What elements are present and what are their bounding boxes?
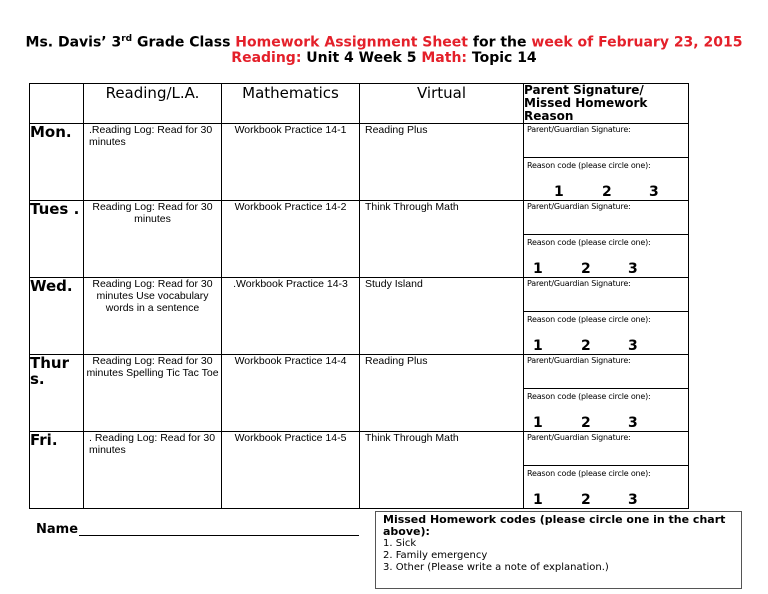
math-cell: Workbook Practice 14-4 [222,355,360,432]
codes-title: Missed Homework codes (please circle one in the chart above): [383,513,726,538]
day-header [30,84,84,124]
virtual-cell: Think Through Math [360,432,524,509]
virtual-cell: Reading Plus [360,124,524,201]
reason-code-label: Reason code (please circle one): [527,161,651,170]
reading-value: Unit 4 Week 5 [301,50,422,66]
day-label: Fri. [30,432,84,509]
reason-code-label: Reason code (please circle one): [527,315,651,324]
math-value: Topic 14 [467,50,537,66]
guardian-signature-field[interactable]: Parent/Guardian Signature: [524,201,688,235]
math-cell: Workbook Practice 14-1 [222,124,360,201]
math-cell: Workbook Practice 14-5 [222,432,360,509]
reading-cell: Reading Log: Read for 30 minutes Spelling Tic Tac Toe [84,355,222,432]
guardian-signature-field[interactable]: Parent/Guardian Signature: [524,278,688,312]
math-cell: Workbook Practice 14-2 [222,201,360,278]
code-sick: 1. Sick [383,538,417,549]
reading-cell: Reading Log: Read for 30 minutes [84,201,222,278]
code-family-emergency: 2. Family emergency [383,550,488,561]
reason-option-1[interactable]: 1 [533,492,543,508]
name-line[interactable] [79,522,359,536]
signature-header: Parent Signature/ Missed Homework Reason [524,84,689,124]
signature-cell [524,124,689,201]
name-field[interactable] [36,522,359,537]
reason-option-1[interactable]: 1 [533,415,543,431]
math-cell: .Workbook Practice 14-3 [222,278,360,355]
reading-cell: .Reading Log: Read for 30 minutes [84,124,222,201]
reason-option-3[interactable]: 3 [628,415,638,431]
math-label: Math: [421,50,468,66]
reason-code-label: Reason code (please circle one): [527,238,651,247]
signature-cell [524,355,689,432]
table-row [30,355,689,432]
table-row [30,432,689,509]
reason-option-3[interactable]: 3 [628,261,638,277]
title-sheet-name: Homework Assignment Sheet [235,34,468,51]
signature-cell [524,201,689,278]
sheet-title [0,34,768,51]
title-class: Grade Class [132,34,236,51]
reason-option-2[interactable]: 2 [602,184,612,200]
reason-option-3[interactable]: 3 [649,184,659,200]
title-teacher: Ms. Davis’ 3 [25,34,122,51]
reading-header: Reading/L.A. [84,84,222,124]
virtual-header: Virtual [360,84,524,124]
reason-option-2[interactable]: 2 [581,492,591,508]
table-row [30,201,689,278]
header-row [30,84,689,124]
day-label: Wed. [30,278,84,355]
subtitle [0,50,768,66]
signature-cell [524,278,689,355]
missed-homework-codes-box [375,511,742,589]
signature-cell [524,432,689,509]
virtual-cell: Reading Plus [360,355,524,432]
math-header: Mathematics [222,84,360,124]
code-other: 3. Other (Please write a note of explanation.) [383,562,609,573]
reason-code-label: Reason code (please circle one): [527,469,651,478]
reason-option-2[interactable]: 2 [581,261,591,277]
reason-option-3[interactable]: 3 [628,338,638,354]
title-for: for the [468,34,532,51]
reason-option-2[interactable]: 2 [581,338,591,354]
table-row [30,278,689,355]
reason-option-1[interactable]: 1 [533,338,543,354]
homework-table [29,83,689,509]
guardian-signature-field[interactable]: Parent/Guardian Signature: [524,432,688,466]
reason-option-1[interactable]: 1 [533,261,543,277]
reason-option-3[interactable]: 3 [628,492,638,508]
reason-option-2[interactable]: 2 [581,415,591,431]
day-label: Thur s. [30,355,84,432]
virtual-cell: Study Island [360,278,524,355]
title-week: week of February 23, 2015 [531,34,743,51]
guardian-signature-field[interactable]: Parent/Guardian Signature: [524,124,688,158]
reading-cell: . Reading Log: Read for 30 minutes [84,432,222,509]
reading-label: Reading: [231,50,302,66]
reason-code-label: Reason code (please circle one): [527,392,651,401]
day-label: Mon. [30,124,84,201]
day-label: Tues . [30,201,84,278]
virtual-cell: Think Through Math [360,201,524,278]
title-sup: rd [121,34,133,44]
table-row [30,124,689,201]
guardian-signature-field[interactable]: Parent/Guardian Signature: [524,355,688,389]
reading-cell: Reading Log: Read for 30 minutes Use vocabulary words in a sentence [84,278,222,355]
reason-option-1[interactable]: 1 [554,184,564,200]
name-label: Name [36,522,79,537]
